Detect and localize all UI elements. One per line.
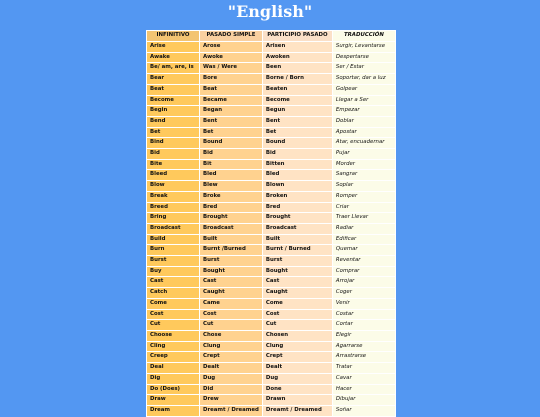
- translation-cell: Soplar: [332, 181, 395, 192]
- table-row: [147, 42, 396, 53]
- table-row: [147, 181, 396, 192]
- infinitive-cell: Broadcast: [147, 223, 200, 234]
- past-simple-cell: Beat: [200, 84, 263, 95]
- past-simple-cell: Built: [200, 234, 263, 245]
- translation-cell: Agarrarse: [332, 341, 395, 352]
- infinitive-cell: Bleed: [147, 170, 200, 181]
- translation-cell: Hacer: [332, 384, 395, 395]
- table-row: [147, 223, 396, 234]
- infinitive-cell: Build: [147, 234, 200, 245]
- past-simple-cell: Arose: [200, 42, 263, 53]
- past-simple-cell: Bet: [200, 127, 263, 138]
- past-simple-cell: Began: [200, 106, 263, 117]
- past-simple-cell: Crept: [200, 352, 263, 363]
- past-participle-cell: Burst: [262, 256, 332, 267]
- table-row: [147, 127, 396, 138]
- past-simple-cell: Bent: [200, 116, 263, 127]
- table-row: [147, 149, 396, 160]
- translation-cell: Empezar: [332, 106, 395, 117]
- infinitive-cell: Bite: [147, 159, 200, 170]
- past-simple-cell: Drew: [200, 395, 263, 406]
- table-row: [147, 405, 396, 416]
- infinitive-cell: Cut: [147, 320, 200, 331]
- table-row: [147, 373, 396, 384]
- infinitive-cell: Breed: [147, 202, 200, 213]
- past-participle-cell: Bound: [262, 138, 332, 149]
- past-simple-cell: Chose: [200, 330, 263, 341]
- past-participle-cell: Bet: [262, 127, 332, 138]
- infinitive-cell: Become: [147, 95, 200, 106]
- table-row: [147, 330, 396, 341]
- past-simple-cell: Brought: [200, 213, 263, 224]
- past-participle-cell: Blown: [262, 181, 332, 192]
- infinitive-cell: Catch: [147, 288, 200, 299]
- past-participle-cell: Begun: [262, 106, 332, 117]
- column-header-pasado-simple: PASADO SIMPLE: [200, 31, 263, 42]
- past-simple-cell: Came: [200, 298, 263, 309]
- infinitive-cell: Burn: [147, 245, 200, 256]
- translation-cell: Elegir: [332, 330, 395, 341]
- translation-cell: Comprar: [332, 266, 395, 277]
- infinitive-cell: Arise: [147, 42, 200, 53]
- table-row: [147, 384, 396, 395]
- translation-cell: Golpear: [332, 84, 395, 95]
- table-row: [147, 309, 396, 320]
- past-simple-cell: Broke: [200, 191, 263, 202]
- table-row: [147, 277, 396, 288]
- past-simple-cell: Dug: [200, 373, 263, 384]
- translation-cell: Tratar: [332, 363, 395, 374]
- past-participle-cell: Built: [262, 234, 332, 245]
- table-row: [147, 352, 396, 363]
- table-row: [147, 116, 396, 127]
- past-simple-cell: Dealt: [200, 363, 263, 374]
- past-participle-cell: Become: [262, 95, 332, 106]
- irregular-verbs-table: [146, 30, 396, 417]
- past-participle-cell: Awoken: [262, 52, 332, 63]
- table-row: [147, 95, 396, 106]
- past-participle-cell: Arisen: [262, 42, 332, 53]
- past-participle-cell: Done: [262, 384, 332, 395]
- infinitive-cell: Beat: [147, 84, 200, 95]
- table-row: [147, 63, 396, 74]
- translation-cell: Morder: [332, 159, 395, 170]
- infinitive-cell: Awake: [147, 52, 200, 63]
- translation-cell: Edificar: [332, 234, 395, 245]
- infinitive-cell: Cost: [147, 309, 200, 320]
- translation-cell: Romper: [332, 191, 395, 202]
- table-row: [147, 395, 396, 406]
- translation-cell: Llegar a Ser: [332, 95, 395, 106]
- table-header-row: [147, 31, 396, 42]
- page-title: "English": [227, 2, 313, 21]
- translation-cell: Cavar: [332, 373, 395, 384]
- past-participle-cell: Clung: [262, 341, 332, 352]
- past-simple-cell: Burnt /Burned: [200, 245, 263, 256]
- past-simple-cell: Dreamt / Dreamed: [200, 405, 263, 416]
- past-participle-cell: Caught: [262, 288, 332, 299]
- past-simple-cell: Clung: [200, 341, 263, 352]
- table-row: [147, 52, 396, 63]
- translation-cell: Venir: [332, 298, 395, 309]
- infinitive-cell: Cast: [147, 277, 200, 288]
- translation-cell: Pujar: [332, 149, 395, 160]
- past-participle-cell: Broken: [262, 191, 332, 202]
- column-header-participio-pasado: PARTICIPIO PASADO: [262, 31, 332, 42]
- translation-cell: Criar: [332, 202, 395, 213]
- past-participle-cell: Cut: [262, 320, 332, 331]
- past-simple-cell: Bit: [200, 159, 263, 170]
- translation-cell: Ser / Estar: [332, 63, 395, 74]
- translation-cell: Quemar: [332, 245, 395, 256]
- past-simple-cell: Cost: [200, 309, 263, 320]
- table-row: [147, 106, 396, 117]
- infinitive-cell: Bear: [147, 74, 200, 85]
- infinitive-cell: Cling: [147, 341, 200, 352]
- translation-cell: Dibujar: [332, 395, 395, 406]
- past-simple-cell: Awoke: [200, 52, 263, 63]
- past-participle-cell: Dug: [262, 373, 332, 384]
- past-simple-cell: Cast: [200, 277, 263, 288]
- infinitive-cell: Bend: [147, 116, 200, 127]
- infinitive-cell: Come: [147, 298, 200, 309]
- past-participle-cell: Been: [262, 63, 332, 74]
- past-participle-cell: Dreamt / Dreamed: [262, 405, 332, 416]
- past-participle-cell: Bought: [262, 266, 332, 277]
- table-row: [147, 341, 396, 352]
- past-participle-cell: Crept: [262, 352, 332, 363]
- past-participle-cell: Dealt: [262, 363, 332, 374]
- past-simple-cell: Blew: [200, 181, 263, 192]
- infinitive-cell: Dig: [147, 373, 200, 384]
- past-participle-cell: Beaten: [262, 84, 332, 95]
- infinitive-cell: Bind: [147, 138, 200, 149]
- table-row: [147, 74, 396, 85]
- translation-cell: Apostar: [332, 127, 395, 138]
- column-header-infinitivo: INFINITIVO: [147, 31, 200, 42]
- past-participle-cell: Bitten: [262, 159, 332, 170]
- past-participle-cell: Drawn: [262, 395, 332, 406]
- translation-cell: Doblar: [332, 116, 395, 127]
- translation-cell: Traer Llevar: [332, 213, 395, 224]
- table-row: [147, 170, 396, 181]
- table-row: [147, 234, 396, 245]
- table-row: [147, 202, 396, 213]
- table-row: [147, 363, 396, 374]
- past-participle-cell: Brought: [262, 213, 332, 224]
- infinitive-cell: Blow: [147, 181, 200, 192]
- infinitive-cell: Creep: [147, 352, 200, 363]
- translation-cell: Despertarse: [332, 52, 395, 63]
- infinitive-cell: Do (Does): [147, 384, 200, 395]
- past-participle-cell: Bent: [262, 116, 332, 127]
- past-simple-cell: Bound: [200, 138, 263, 149]
- infinitive-cell: Bid: [147, 149, 200, 160]
- past-participle-cell: Come: [262, 298, 332, 309]
- translation-cell: Sangrar: [332, 170, 395, 181]
- table-row: [147, 159, 396, 170]
- past-simple-cell: Became: [200, 95, 263, 106]
- translation-cell: Costar: [332, 309, 395, 320]
- translation-cell: Coger: [332, 288, 395, 299]
- past-simple-cell: Bled: [200, 170, 263, 181]
- translation-cell: Soportar, dar a luz: [332, 74, 395, 85]
- infinitive-cell: Choose: [147, 330, 200, 341]
- table-row: [147, 138, 396, 149]
- infinitive-cell: Bring: [147, 213, 200, 224]
- past-participle-cell: Chosen: [262, 330, 332, 341]
- past-simple-cell: Caught: [200, 288, 263, 299]
- translation-cell: Soñar: [332, 405, 395, 416]
- past-simple-cell: Bore: [200, 74, 263, 85]
- table-row: [147, 213, 396, 224]
- past-participle-cell: Bred: [262, 202, 332, 213]
- past-participle-cell: Bid: [262, 149, 332, 160]
- past-simple-cell: Broadcast: [200, 223, 263, 234]
- past-participle-cell: Borne / Born: [262, 74, 332, 85]
- infinitive-cell: Begin: [147, 106, 200, 117]
- infinitive-cell: Break: [147, 191, 200, 202]
- translation-cell: Surgir, Levantarse: [332, 42, 395, 53]
- past-simple-cell: Cut: [200, 320, 263, 331]
- table-row: [147, 320, 396, 331]
- infinitive-cell: Dream: [147, 405, 200, 416]
- past-simple-cell: Bred: [200, 202, 263, 213]
- table-row: [147, 84, 396, 95]
- infinitive-cell: Burst: [147, 256, 200, 267]
- translation-cell: Arrojar: [332, 277, 395, 288]
- translation-cell: Arrastrarse: [332, 352, 395, 363]
- table-body: [147, 42, 396, 417]
- past-simple-cell: Was / Were: [200, 63, 263, 74]
- table-row: [147, 245, 396, 256]
- infinitive-cell: Deal: [147, 363, 200, 374]
- infinitive-cell: Buy: [147, 266, 200, 277]
- infinitive-cell: Bet: [147, 127, 200, 138]
- past-participle-cell: Bled: [262, 170, 332, 181]
- past-participle-cell: Broadcast: [262, 223, 332, 234]
- past-participle-cell: Cost: [262, 309, 332, 320]
- translation-cell: Cortar: [332, 320, 395, 331]
- table-row: [147, 298, 396, 309]
- past-participle-cell: Burnt / Burned: [262, 245, 332, 256]
- column-header-traduccion: TRADUCCIÓN: [332, 31, 395, 42]
- infinitive-cell: Draw: [147, 395, 200, 406]
- table-row: [147, 256, 396, 267]
- past-simple-cell: Burst: [200, 256, 263, 267]
- table-row: [147, 288, 396, 299]
- infinitive-cell: Be/ am, are, is: [147, 63, 200, 74]
- past-simple-cell: Bid: [200, 149, 263, 160]
- translation-cell: Reventar: [332, 256, 395, 267]
- past-simple-cell: Did: [200, 384, 263, 395]
- table-row: [147, 191, 396, 202]
- past-participle-cell: Cast: [262, 277, 332, 288]
- table-row: [147, 266, 396, 277]
- translation-cell: Atar, encuadernar: [332, 138, 395, 149]
- past-simple-cell: Bought: [200, 266, 263, 277]
- translation-cell: Radiar: [332, 223, 395, 234]
